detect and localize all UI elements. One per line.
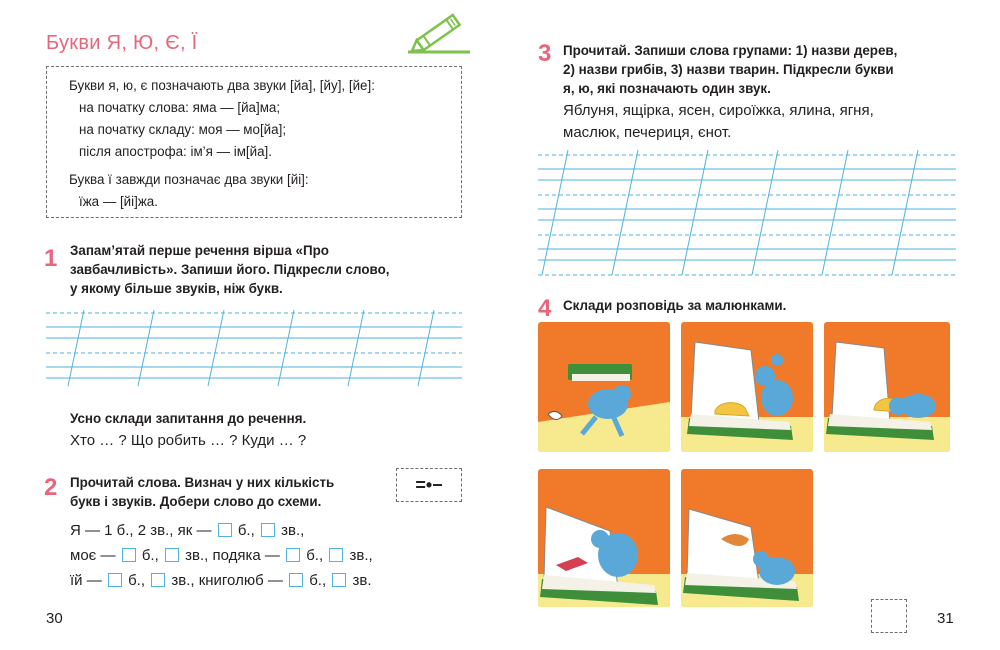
task-2-row-3 [70,572,371,589]
answer-box[interactable] [122,548,136,562]
rule-line-6: їжа — [йі]жа. [79,194,158,209]
task-number-4: 4 [538,295,552,322]
page-number-right: 31 [937,610,954,627]
rule-line-2: на початку слова: яма — [йа]ма; [79,100,281,115]
writing-lines-task-1[interactable] [46,310,462,390]
task-2-instruction [70,473,334,511]
answer-box[interactable] [332,573,346,587]
task-2-line-1: Прочитай слова. Визнач у них кількість [70,475,335,490]
task-2-line-2: букв і звуків. Добери слово до схеми. [70,494,322,509]
rule-line-3: на початку складу: моя — мо[йа]; [79,122,287,137]
story-picture-5 [681,469,813,607]
task-3-line-1: Прочитай. Запиши слова групами: 1) назви дерев, [563,43,898,58]
task-2-row-1 [70,522,304,539]
row-2-text-b: б., [141,547,159,564]
row-2-text-d: б., [306,547,324,564]
task-1-line-2: завбачливість». Запиши його. Підкресли слово, [70,262,390,277]
story-picture-3 [824,322,950,452]
task-1-line-3: у якому більше звуків, ніж букв. [70,281,283,296]
answer-box[interactable] [151,573,165,587]
page-number-left: 30 [46,610,63,627]
rule-line-1: Букви я, ю, є позначають два звуки [йа], [йу], [йе]: [69,78,375,93]
row-1-text-a: Я — 1 б., 2 зв., як — [70,522,212,539]
sound-schema [396,468,462,502]
answer-box[interactable] [165,548,179,562]
answer-box[interactable] [329,548,343,562]
row-3-text-a: їй — [70,572,102,589]
task-1-instruction [70,241,462,298]
row-2-text-e: зв., [349,547,373,564]
task-3-words-line-2: маслюк, печериця, єнот. [563,124,732,141]
answer-box[interactable] [218,523,232,537]
story-picture-4 [538,469,670,607]
answer-box[interactable] [286,548,300,562]
task-1-line-1 [70,241,462,260]
answer-box[interactable] [108,573,122,587]
task-1-questions: Хто … ? Що робить … ? Куди … ? [70,432,307,449]
rule-line-5: Буква ї завжди позначає два звуки [йі]: [69,172,309,187]
pencil-icon [406,8,472,54]
row-3-text-d: б., [309,572,327,589]
story-picture-1 [538,322,670,452]
task-number-3: 3 [538,40,552,67]
row-2-text-a: моє — [70,547,116,564]
row-3-text-e: зв. [352,572,372,589]
row-1-text-b: б., [237,522,255,539]
task-3-line-2: 2) назви грибів, 3) назви тварин. Підкресли букви [563,62,894,77]
page-title: Букви Я, Ю, Є, Ї [46,32,198,54]
row-3-text-b: б., [128,572,145,589]
rule-line-4: після апострофа: ім’я — ім[йа]. [79,144,272,159]
task-4-instruction: Склади розповідь за малюнками. [563,298,787,313]
task-3-line-3: я, ю, які позначають один звук. [563,81,771,96]
story-picture-2 [681,322,813,452]
task-1-sub-instruction: Усно склади запитання до речення. [70,411,307,426]
answer-box[interactable] [261,523,275,537]
task-3-words-line-1: Яблуня, ящірка, ясен, сироїжка, ялина, ягня, [563,102,874,119]
answer-box[interactable] [289,573,303,587]
task-number-2: 2 [44,474,58,501]
row-2-text-c: зв., подяка — [185,547,280,564]
writing-lines-task-3[interactable] [538,150,956,280]
task-3-instruction [563,41,955,98]
schema-symbols: =•− [415,475,443,495]
task-2-row-2 [70,547,373,564]
rule-box [46,66,462,218]
self-check-box[interactable] [871,599,907,633]
task-3-words [563,100,955,144]
row-3-text-c: зв., книголюб — [171,572,283,589]
task-number-1: 1 [44,245,58,272]
row-1-text-c: зв., [281,522,305,539]
task-1-text-1: Запам’ятай перше речення вірша «Про [70,243,329,258]
